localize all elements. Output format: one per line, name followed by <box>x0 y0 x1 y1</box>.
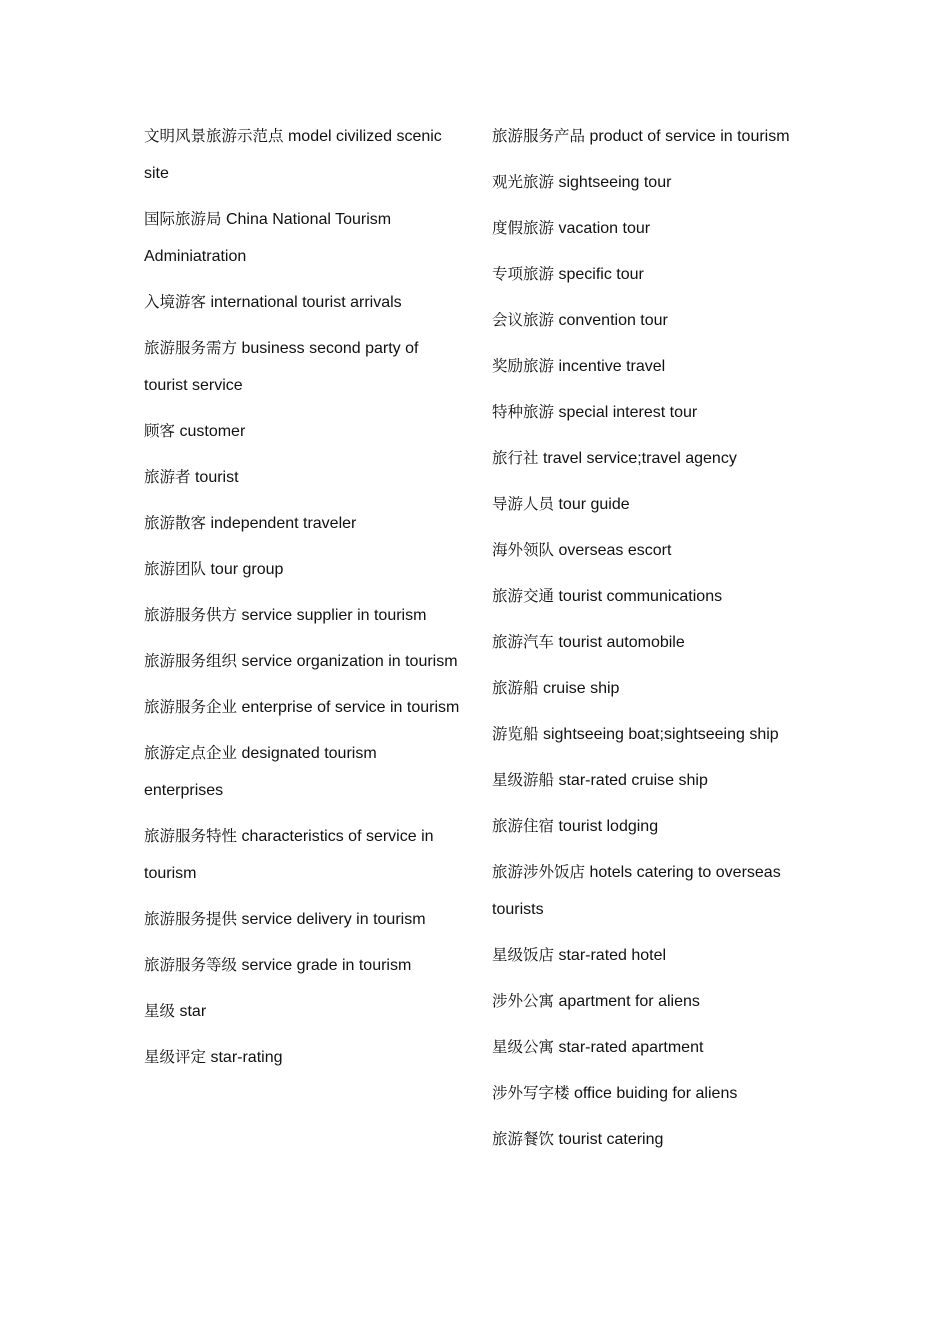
english-term: tour group <box>210 561 284 578</box>
chinese-term: 旅游住宿 <box>492 817 555 835</box>
chinese-term: 旅行社 <box>492 449 539 467</box>
chinese-term: 会议旅游 <box>492 311 555 329</box>
english-term: tourist lodging <box>558 818 659 835</box>
glossary-entry <box>144 413 460 450</box>
glossary-entry <box>492 670 808 707</box>
chinese-term: 旅游服务特性 <box>144 827 238 845</box>
english-term: business second party of tourist service <box>144 340 419 394</box>
chinese-term: 涉外写字楼 <box>492 1084 570 1102</box>
english-term: office buiding for aliens <box>573 1085 738 1102</box>
english-term: apartment for aliens <box>558 993 700 1010</box>
english-term: international tourist arrivals <box>210 294 402 311</box>
english-term: product of service in tourism <box>589 128 790 145</box>
chinese-term: 游览船 <box>492 725 539 743</box>
glossary-entry <box>492 1075 808 1112</box>
chinese-term: 特种旅游 <box>492 403 555 421</box>
glossary-entry <box>492 716 808 753</box>
glossary-entry <box>144 284 460 321</box>
chinese-term: 旅游服务供方 <box>144 606 238 624</box>
glossary-entry <box>492 256 808 293</box>
chinese-term: 旅游服务等级 <box>144 956 238 974</box>
glossary-entry <box>144 551 460 588</box>
glossary-entry <box>144 1039 460 1076</box>
glossary-entry <box>144 818 460 892</box>
glossary-entry <box>492 118 808 155</box>
chinese-term: 旅游涉外饭店 <box>492 863 586 881</box>
chinese-term: 旅游船 <box>492 679 539 697</box>
chinese-term: 旅游餐饮 <box>492 1130 555 1148</box>
english-term: sightseeing tour <box>558 174 672 191</box>
chinese-term: 星级公寓 <box>492 1038 555 1056</box>
glossary-entry <box>492 1121 808 1158</box>
chinese-term: 入境游客 <box>144 293 207 311</box>
english-term: tourist communications <box>558 588 723 605</box>
chinese-term: 顾客 <box>144 422 176 440</box>
glossary-entry <box>492 578 808 615</box>
glossary-entry <box>492 532 808 569</box>
english-term: characteristics of service in tourism <box>144 828 434 882</box>
english-term: overseas escort <box>558 542 672 559</box>
english-term: model civilized scenic site <box>144 128 442 182</box>
glossary-entry <box>144 597 460 634</box>
english-term: customer <box>179 423 246 440</box>
english-term: specific tour <box>558 266 644 283</box>
chinese-term: 星级评定 <box>144 1048 207 1066</box>
chinese-term: 观光旅游 <box>492 173 555 191</box>
glossary-entry <box>144 201 460 275</box>
chinese-term: 旅游交通 <box>492 587 555 605</box>
english-term: service organization in tourism <box>241 653 458 670</box>
english-term: star <box>179 1003 207 1020</box>
right-column <box>492 118 808 1167</box>
glossary-entry <box>144 330 460 404</box>
english-term: convention tour <box>558 312 668 329</box>
chinese-term: 旅游者 <box>144 468 191 486</box>
english-term: tourist catering <box>558 1131 664 1148</box>
chinese-term: 涉外公寓 <box>492 992 555 1010</box>
english-term: incentive travel <box>558 358 666 375</box>
glossary-entry <box>492 624 808 661</box>
english-term: special interest tour <box>558 404 698 421</box>
english-term: travel service;travel agency <box>542 450 737 467</box>
english-term: tourist automobile <box>558 634 685 651</box>
chinese-term: 文明风景旅游示范点 <box>144 127 284 145</box>
english-term: star-rated apartment <box>558 1039 704 1056</box>
chinese-term: 海外领队 <box>492 541 555 559</box>
glossary-entry <box>144 901 460 938</box>
chinese-term: 度假旅游 <box>492 219 555 237</box>
english-term: service delivery in tourism <box>241 911 426 928</box>
glossary-entry <box>492 762 808 799</box>
english-term: hotels catering to overseas tourists <box>492 864 781 918</box>
glossary-entry <box>144 459 460 496</box>
glossary-entry <box>144 947 460 984</box>
glossary-entry <box>144 689 460 726</box>
glossary-entry <box>492 302 808 339</box>
english-term: star-rated hotel <box>558 947 667 964</box>
chinese-term: 星级游船 <box>492 771 555 789</box>
chinese-term: 奖励旅游 <box>492 357 555 375</box>
english-term: enterprise of service in tourism <box>241 699 460 716</box>
english-term: sightseeing boat;sightseeing ship <box>542 726 779 743</box>
glossary-entry <box>492 486 808 523</box>
chinese-term: 旅游服务产品 <box>492 127 586 145</box>
chinese-term: 旅游团队 <box>144 560 207 578</box>
english-term: star-rated cruise ship <box>558 772 708 789</box>
chinese-term: 旅游服务需方 <box>144 339 238 357</box>
english-term: cruise ship <box>542 680 620 697</box>
glossary-entry <box>144 505 460 542</box>
glossary-entry <box>492 394 808 431</box>
glossary-entry <box>144 735 460 809</box>
glossary-entry <box>492 854 808 928</box>
glossary-entry <box>144 643 460 680</box>
english-term: independent traveler <box>210 515 357 532</box>
glossary-entry <box>492 348 808 385</box>
chinese-term: 国际旅游局 <box>144 210 222 228</box>
chinese-term: 旅游汽车 <box>492 633 555 651</box>
english-term: vacation tour <box>558 220 651 237</box>
left-column <box>144 118 460 1085</box>
glossary-entry <box>492 937 808 974</box>
chinese-term: 导游人员 <box>492 495 555 513</box>
chinese-term: 旅游散客 <box>144 514 207 532</box>
chinese-term: 旅游服务组织 <box>144 652 238 670</box>
chinese-term: 旅游定点企业 <box>144 744 238 762</box>
chinese-term: 星级 <box>144 1002 176 1020</box>
english-term: star-rating <box>210 1049 283 1066</box>
glossary-entry <box>492 440 808 477</box>
glossary-entry <box>492 983 808 1020</box>
chinese-term: 星级饭店 <box>492 946 555 964</box>
chinese-term: 旅游服务提供 <box>144 910 238 928</box>
english-term: China National Tourism Adminiatration <box>144 211 392 265</box>
glossary-entry <box>492 164 808 201</box>
glossary-entry <box>144 993 460 1030</box>
english-term: tourist <box>194 469 239 486</box>
glossary-entry <box>144 118 460 192</box>
glossary-entry <box>492 1029 808 1066</box>
english-term: service grade in tourism <box>241 957 412 974</box>
glossary-entry <box>492 210 808 247</box>
english-term: service supplier in tourism <box>241 607 427 624</box>
english-term: designated tourism enterprises <box>144 745 377 799</box>
english-term: tour guide <box>558 496 630 513</box>
chinese-term: 旅游服务企业 <box>144 698 238 716</box>
glossary-entry <box>492 808 808 845</box>
chinese-term: 专项旅游 <box>492 265 555 283</box>
